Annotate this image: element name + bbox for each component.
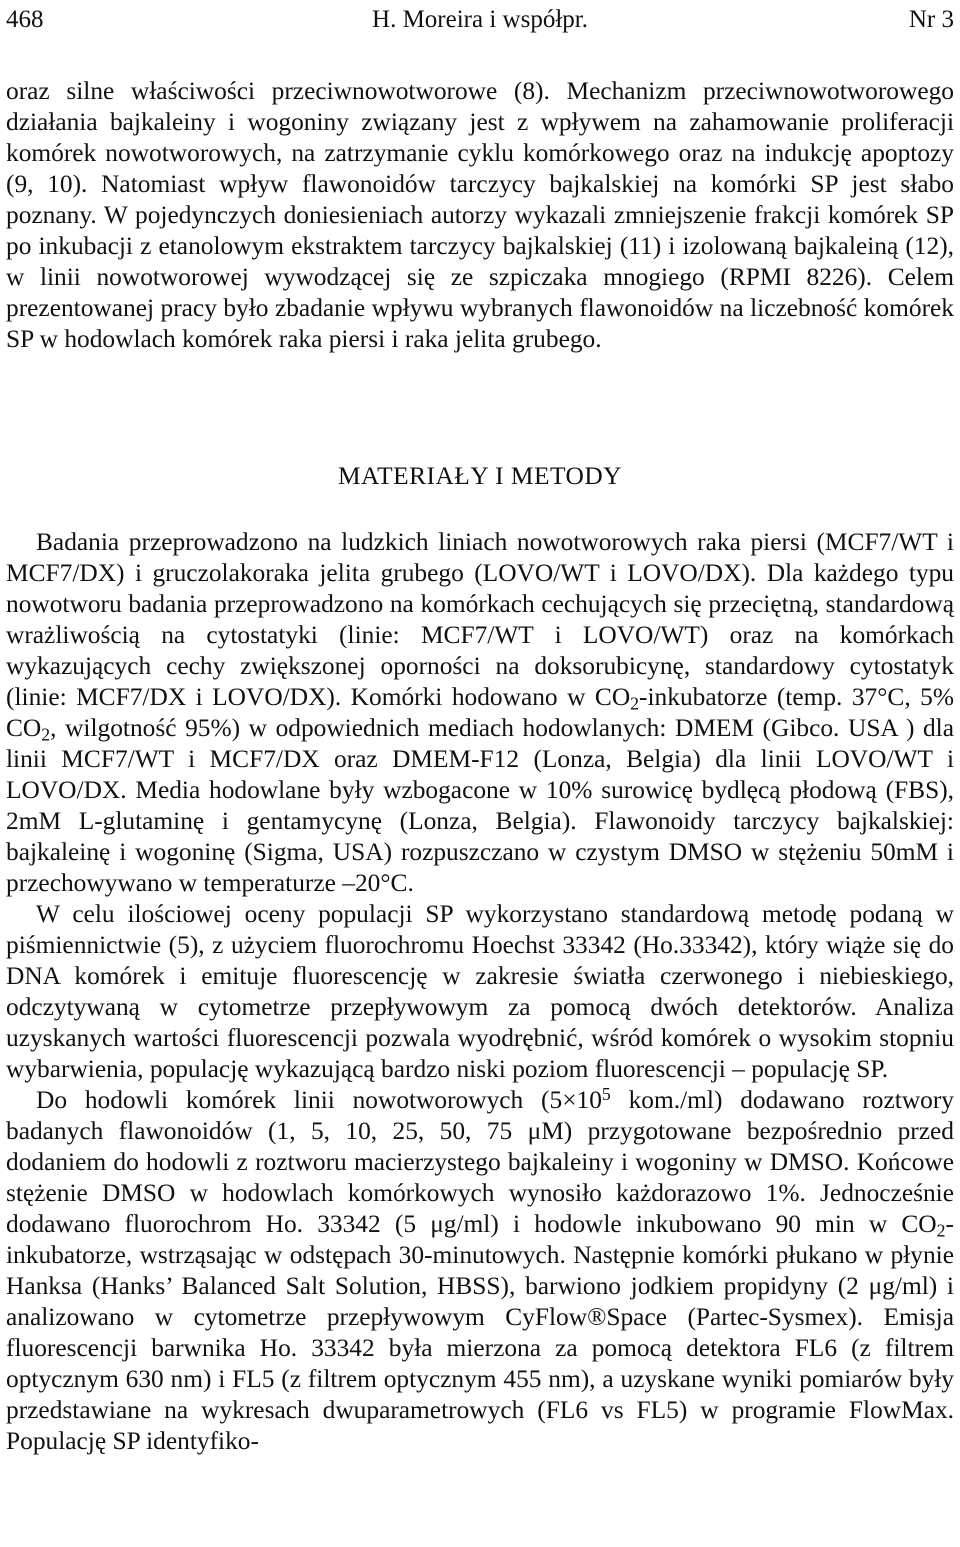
methods-text-block: [6, 527, 954, 1457]
paragraph-text: Do hodowli komórek linii nowotworowych (5×10: [36, 1086, 602, 1114]
methods-paragraph-2: W celu ilościowej oceny populacji SP wykorzystano standardową metodę podaną w piśmiennictwie (5), z użyciem fluorochromu Hoechst 33342 (Ho.33342), który wiąże się do DNA komórek i emituje fluorescencję w zakresie światła czerwonego i niebieskiego, odczytywaną w cytometrze przepływowym za pomocą dwóch detektorów. Analiza uzyskanych wartości fluorescencji pozwala wyodrębnić, wśród komórek o wysokim stopniu wybarwienia, populację wykazującą bardzo niski poziom fluorescencji – populację SP.: [6, 900, 954, 1083]
paragraph-text: -inkubatorze (temp. 37°C, 5% CO: [6, 683, 955, 742]
paragraph-text: Badania przeprowadzono na ludzkich liniach nowotworowych raka piersi (MCF7/WT i MCF7/DX) i gruczolakoraka jelita grubego (LOVO/WT i LOVO/DX). Dla każdego typu nowotworu badania przeprowadzono na komórkach cechujących się przeciętną, standardową wrażliwością na cytostatyki (linie: MCF7/WT i LOVO/WT) oraz na komórkach wykazujących cechy zwiększonej oporności na doksorubicynę, standardowy cytostatyk (linie: MCF7/DX i LOVO/DX). Komórki hodowano w CO: [6, 528, 954, 711]
methods-paragraph-1: [6, 527, 954, 899]
page-number: 468: [6, 6, 44, 33]
issue-number: Nr 3: [908, 6, 954, 33]
paragraph-text: , wilgotność 95%) w odpowiednich mediach hodowlanych: DMEM (Gibco. USA ) dla linii MCF7/WT i MCF7/DX oraz DMEM-F12 (Lonza, Belgia) dla linii LOVO/WT i LOVO/DX. Media hodowlane były wzbogacone w 10% surowicę bydlęcą płodową (FBS), 2mM L-glutaminę i gentamycynę (Lonza, Belgia). Flawonoidy tarczycy bajkalskiej: bajkaleinę i wogoninę (Sigma, USA) rozpuszczano w czystym DMSO w stężeniu 50mM i przechowywano w temperaturze –20°C.: [6, 714, 954, 897]
subscript: 2: [630, 693, 640, 714]
section-heading: MATERIAŁY I METODY: [337, 462, 623, 490]
paragraph-text: -inkubatorze, wstrząsając w odstępach 30-minutowych. Następnie komórki płukano w płynie Hanksa (Hanks’ Balanced Salt Solution, HBSS), barwiono jodkiem propidyny (2 μg/ml) i analizowano w cytometrze przepływowym CyFlow®Space (Partec-Sysmex). Emisja fluorescencji barwnika Ho. 33342 była mierzona za pomocą detektora FL6 (z filtrem optycznym 630 nm) i FL5 (z filtrem optycznym 455 nm), a uzyskane wyniki pomiarów były przedstawiane na wykresach dwuparametrowych (FL6 vs FL5) w programie FlowMax. Populację SP identyfiko-: [6, 1210, 954, 1455]
superscript: 5: [601, 1084, 611, 1104]
subscript: 2: [936, 1220, 946, 1241]
subscript: 2: [41, 724, 51, 745]
paragraph-text: kom./ml) dodawano roztwory badanych flawonoidów (1, 5, 10, 25, 50, 75 μM) przygotowane bezpośrednio przed dodaniem do hodowli z roztworu macierzystego bajkaleiny i wogoniny w DMSO. Końcowe stężenie DMSO w hodowlach komórkowych wynosiło każdorazowo 1%. Jednocześnie dodawano fluorochrom Ho. 33342 (5 μg/ml) i hodowle inkubowano 90 min w CO: [6, 1086, 955, 1238]
intro-paragraph: oraz silne właściwości przeciwnowotworowe (8). Mechanizm przeciwnowotworowego działania bajkaleiny i wogoniny związany jest z wpływem na zahamowanie proliferacji komórek nowotworowych, na zatrzymanie cyklu komórkowego oraz na indukcję apoptozy (9, 10). Natomiast wpływ flawonoidów tarczycy bajkalskiej na komórki SP jest słabo poznany. W pojedynczych doniesieniach autorzy wykazali zmniejszenie frakcji komórek SP po inkubacji z etanolowym ekstraktem tarczycy bajkalskiej (11) i izolowaną bajkaleiną (12), w linii nowotworowej wywodzącej się ze szpiczaka mnogiego (RPMI 8226). Celem prezentowanej pracy było zbadanie wpływu wybranych flawonoidów na liczebność komórek SP w hodowlach komórek raka piersi i raka jelita grubego.: [6, 77, 954, 353]
page-header: [6, 0, 954, 40]
intro-text-block: [6, 76, 954, 355]
methods-paragraph-3: [6, 1085, 954, 1457]
running-title: H. Moreira i współpr.: [372, 6, 588, 33]
